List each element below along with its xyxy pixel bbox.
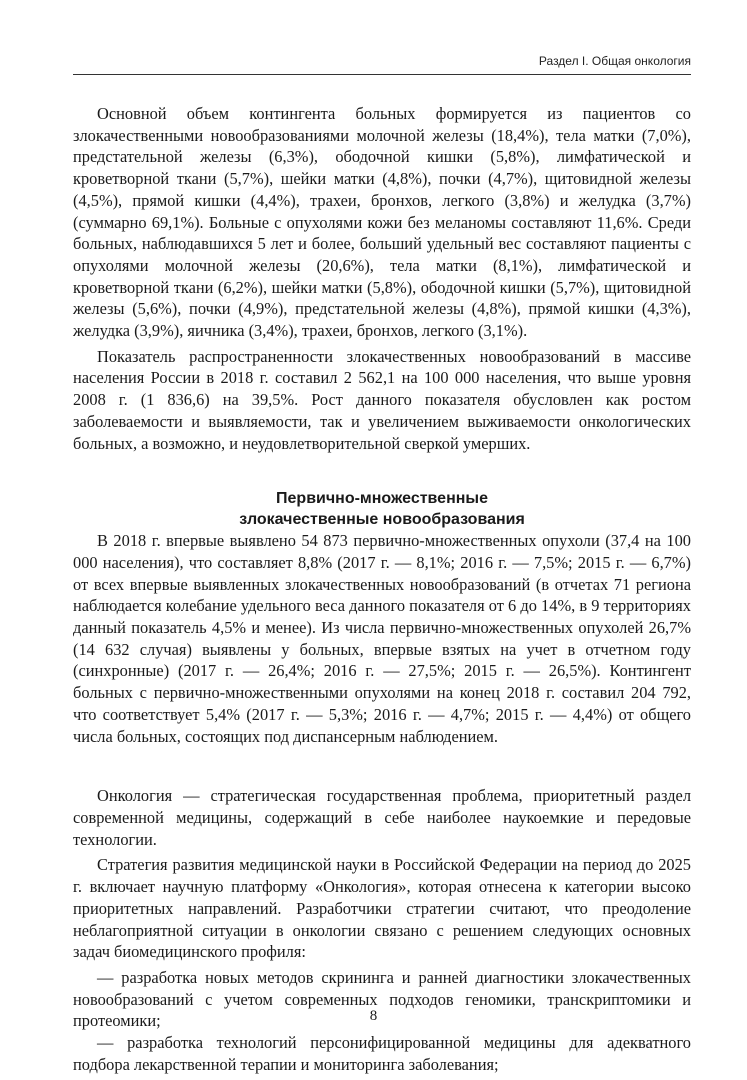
- paragraph-strategy: Стратегия развития медицинской науки в Российской Федерации на период до 2025 г. включает научную платформу «Онкология», которая отнесена к категории высоко приоритетных направлений. Разработчики стратегии считают, что преодоление неблагоприятной ситуации в онкологии связано с решением следующих основных задач биомедицинского профиля:: [73, 855, 691, 962]
- paragraph-prevalence: Показатель распространенности злокачественных новообразований в массиве населения России в 2018 г. составил 2 562,1 на 100 000 населения, что выше уровня 2008 г. (1 836,6) на 39,5%. Рост данного показателя обусловлен как ростом заболеваемости и выявляемости, так и увеличением выживаемости онкологических больных, а возможно, и неудовлетворительной сверкой умерших.: [73, 346, 691, 453]
- section-title-line-1: Первично-множественные: [276, 490, 488, 508]
- page-number: 8: [369, 1008, 378, 1024]
- section-title: [73, 488, 691, 530]
- page-body: [73, 103, 691, 1075]
- list-item: — разработка новых методов скрининга и ранней диагностики злокачественных новообразований с учетом современных подходов геномики, транскриптомики и протеомики;: [73, 967, 691, 1031]
- paragraph-contingent-structure: Основной объем контингента больных формируется из пациентов со злокачественными новообразованиями молочной железы (18,4%), тела матки (7,0%), предстательной железы (6,3%), ободочной кишки (5,8%), лимфатической и кроветворной ткани (5,7%), шейки матки (4,8%), почки (4,7%), щитовидной железы (4,5%), прямой кишки (4,4%), трахеи, бронхов, легкого (3,8%) и желудка (3,7%) (суммарно 69,1%). Больные с опухолями кожи без меланомы составляют 11,6%. Среди больных, наблюдавшихся 5 лет и более, больший удельный вес составляют пациенты с опухолями молочной железы (20,6%), тела матки (8,1%), лимфатической и кроветворной ткани (6,2%), шейки матки (5,8%), ободочной кишки (5,7%), щитовидной железы (5,6%), почки (4,9%), предстательной железы (4,8%), прямой кишки (4,3%), желудка (3,9%), яичника (3,4%), трахеи, бронхов, легкого (3,1%).: [73, 104, 691, 341]
- section-title-line-2: злокачественные новообразования: [239, 511, 525, 529]
- list-item: — разработка технологий персонифицированной медицины для адекватного подбора лекарственной терапии и мониторинга заболевания;: [73, 1033, 691, 1074]
- paragraph-oncology-strategic: Онкология — стратегическая государственная проблема, приоритетный раздел современной медицины, содержащий в себе наиболее наукоемкие и передовые технологии.: [73, 786, 691, 849]
- running-header-section-label: Раздел I. Общая онкология: [538, 54, 691, 68]
- paragraph-multiple-primary: В 2018 г. впервые выявлено 54 873 первично-множественных опухоли (37,4 на 100 000 населения), что составляет 8,8% (2017 г. — 8,1%; 2016 г. — 7,5%; 2015 г. — 6,7%) от всех впервые выявленных злокачественных новообразований (в отчетах 71 региона наблюдается колебание удельного веса данного показателя от 6 до 14%, в 9 территориях данный показатель 4,5% и менее). Из числа первично-множественных опухолей 26,7% (14 632 случая) выявлены у больных, впервые взятых на учет в отчетном году (синхронные) (2017 г. — 26,4%; 2016 г. — 27,5%; 2015 г. — 26,5%). Контингент больных с первично-множественными опухолями на конец 2018 г. составил 204 792, что соответствует 5,4% (2017 г. — 5,3%; 2016 г. — 4,7%; 2015 г. — 4,4%) от общего числа больных, состоящих под диспансерным наблюдением.: [73, 531, 691, 746]
- header-rule: [73, 74, 691, 75]
